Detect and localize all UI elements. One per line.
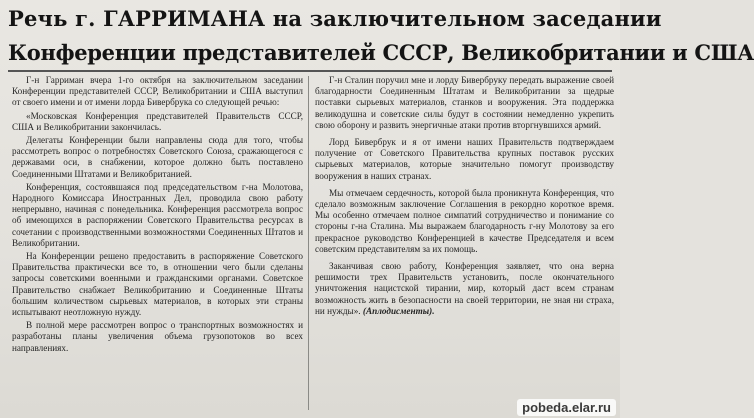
right-paragraph-2: Лорд Бивербрук и я от имени наших Правительств подтверждаем получение от Советского Правительства крупных поставок русских сырьевых материалов, которые значительно помогут производству вооружения в наших странах. [315,137,614,181]
left-paragraph-5: На Конференции решено предоставить в распоряжение Советского Правительства практически все то, в отношении чего были сделаны запросы советскими военными и гражданскими органами. Советское Правительство снабжает Великобританию и Соединенные Штаты большим количеством сырьевых материалов, в которых эти страны испытывают неотложную нужду. [12,251,303,318]
left-paragraph-2: «Московская Конференция представителей Правительств СССР, США и Великобритании закончилась. [12,110,303,132]
right-paragraph-3: Мы отмечаем сердечность, которой была проникнута Конференция, что сделало возможным заключение Соглашения в рекордно короткое время. Мы особенно отмечаем полное симпатий сотрудничество и понимание со стороны г-на Сталина. Мы выражаем благодарность г-ну Молотову за его прекрасное руководство Конференцией в качестве Председателя и всем советским представителям за их помощь. [315,187,614,254]
left-column [12,75,303,415]
right-column [315,75,614,415]
left-paragraph-4: Конференция, состоявшаяся под председательством г-на Молотова, Народного Комиссара Иностранных Дел, проводила свою работу непрерывно, начиная с понедельника. Конференция рассмотрела вопрос об имеющихся в распоряжении Советского Правительства ресурсах в сочетании с производственными возможностями Соединенных Штатов и Великобритании. [12,181,303,248]
left-paragraph-6: В полной мере рассмотрен вопрос о транспортных возможностях и разработаны планы увеличения объема грузопотоков во всех направлениях. [12,320,303,353]
headline-rule [8,70,612,72]
left-paragraph-3: Делегаты Конференции были направлены сюда для того, чтобы рассмотреть вопрос о потребностях Советского Союза, сражающегося с державами оси, в снабжении, которое должно быть поставлено Соединенными Штатами и Великобританией. [12,135,303,179]
right-paragraph-1: Г-н Сталин поручил мне и лорду Бивербруку передать выражение своей благодарности Соединенным Штатам и Великобритании за щедрые поставки сырьевых материалов, станков и вооружения. Эта поддержка великодушна и советские силы будут в состоянии немедленно укрепить свою оборону и развить энергичные атаки против вторгнувшихся армий. [315,75,614,130]
closing-text: Заканчивая свою работу, Конференция заявляет, что она верна решимости трех Правительств установить, после окончательного уничтожения нацистской тирании, мир, который даст всем странам возможность жить в безопасности на своей территории, не зная ни страха, ни нужды». [315,261,614,316]
column-divider [308,76,309,410]
site-watermark[interactable]: pobeda.elar.ru [517,399,616,416]
headline-line-1: Речь г. ГАРРИМАНА на заключительном заседании [8,6,662,31]
article-headline [8,2,754,70]
applause-note: (Аплодисменты). [362,305,435,316]
right-paragraph-4 [315,261,614,317]
headline-line-2: Конференции представителей СССР, Великобритании и США [8,40,754,65]
left-paragraph-1: Г-н Гарриман вчера 1-го октября на заключительном заседании Конференции представителей СССР, Великобритании и США выступил от своего имени и от имени лорда Бивербрука со следующей речью: [12,75,303,108]
